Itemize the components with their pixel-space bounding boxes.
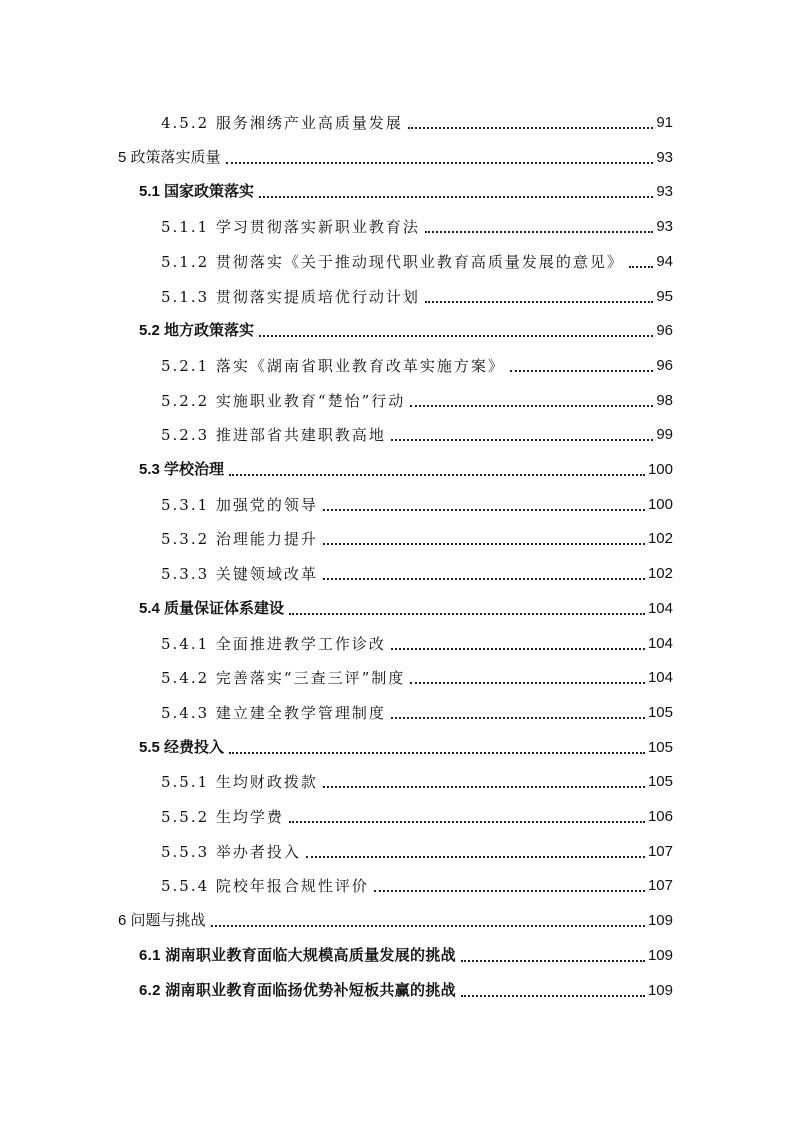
- toc-dot-leader: [289, 613, 645, 615]
- toc-entry-title: 5.3 学校治理: [139, 461, 225, 478]
- toc-page-number: 99: [656, 426, 673, 444]
- toc-dot-leader: [391, 717, 645, 719]
- toc-dot-leader: [410, 682, 645, 684]
- toc-page-number: 105: [647, 773, 673, 791]
- toc-entry[interactable]: [161, 552, 673, 584]
- toc-page-number: 109: [647, 981, 673, 999]
- toc-entry[interactable]: [118, 899, 673, 931]
- toc-entry[interactable]: [161, 691, 673, 723]
- toc-dot-leader: [226, 162, 654, 164]
- toc-page-number: 93: [656, 183, 673, 201]
- toc-page-number: 104: [647, 599, 673, 617]
- toc-dot-leader: [425, 231, 653, 233]
- toc-entry-title: 5.4.1 全面推进教学工作诊改: [161, 634, 386, 653]
- toc-page-number: 94: [656, 252, 673, 270]
- toc-entry-title: 6.1 湖南职业教育面临大规模高质量发展的挑战: [139, 946, 456, 964]
- toc-page-number: 109: [647, 912, 673, 930]
- toc-page-number: 107: [647, 842, 673, 860]
- toc-entry[interactable]: [161, 864, 673, 896]
- toc-entry-title: 5.3.1 加强党的领导: [161, 495, 318, 514]
- toc-dot-leader: [229, 474, 645, 476]
- toc-page-number: 109: [647, 946, 673, 964]
- toc-page-number: 104: [647, 634, 673, 652]
- toc-page-number: 91: [656, 114, 673, 131]
- toc-entry-title: 5.1.1 学习贯彻落实新职业教育法: [161, 218, 420, 237]
- toc-page-number: 100: [647, 495, 673, 513]
- toc-page-number: 105: [647, 703, 673, 721]
- toc-dot-leader: [289, 821, 645, 823]
- toc-entry-title: 5.2 地方政策落实: [139, 322, 255, 340]
- toc-entry[interactable]: [161, 205, 673, 237]
- toc-entry[interactable]: [161, 483, 673, 515]
- toc-entry[interactable]: [139, 934, 673, 966]
- toc-dot-leader: [425, 301, 653, 303]
- toc-dot-leader: [323, 786, 645, 788]
- toc-dot-leader: [323, 509, 645, 511]
- toc-entry[interactable]: [161, 240, 673, 272]
- toc-entry-title: 5.3.3 关键领域改革: [161, 565, 318, 584]
- toc-entry-title: 5.1.2 贯彻落实《关于推动现代职业教育高质量发展的意见》: [161, 252, 624, 271]
- toc-dot-leader: [629, 266, 653, 268]
- toc-dot-leader: [461, 960, 645, 962]
- toc-page-number: 98: [656, 391, 673, 409]
- toc-entry-title: 5.4.2 完善落实“三查三评”制度: [161, 669, 406, 688]
- toc-entry-title: 5.4.3 建立建全教学管理制度: [161, 703, 386, 722]
- toc-dot-leader: [323, 543, 645, 545]
- toc-dot-leader: [306, 856, 645, 858]
- toc-dot-leader: [408, 127, 653, 129]
- toc-dot-leader: [410, 405, 653, 407]
- toc-entry[interactable]: [161, 275, 673, 307]
- toc-page-number: 106: [647, 808, 673, 825]
- toc-entry-title: 5.2.2 实施职业教育“楚怡”行动: [161, 391, 406, 410]
- toc-entry[interactable]: [161, 413, 673, 445]
- toc-entry[interactable]: [139, 448, 673, 480]
- toc-entry[interactable]: [161, 760, 673, 792]
- toc-page-number: 102: [647, 530, 673, 548]
- toc-entry[interactable]: [118, 136, 673, 168]
- toc-entry[interactable]: [161, 379, 673, 411]
- toc-dot-leader: [211, 925, 645, 927]
- toc-dot-leader: [391, 439, 653, 441]
- toc-entry-title: 5.2.3 推进部省共建职教高地: [161, 426, 386, 445]
- toc-entry[interactable]: [139, 309, 673, 341]
- toc-page-number: 102: [647, 565, 673, 583]
- toc-entry[interactable]: [139, 170, 673, 202]
- toc-page-number: 95: [656, 287, 673, 305]
- toc-entry-title: 5.1 国家政策落实: [139, 183, 255, 201]
- toc-entry-title: 5 政策落实质量: [118, 148, 221, 166]
- toc-page-number: 96: [656, 322, 673, 340]
- toc-dot-leader: [259, 335, 653, 337]
- toc-entry[interactable]: [139, 969, 673, 1001]
- toc-dot-leader: [461, 995, 645, 997]
- toc-entry-title: 5.1.3 贯彻落实提质培优行动计划: [161, 287, 420, 306]
- toc-entry-title: 5.4 质量保证体系建设: [139, 599, 285, 617]
- toc-page-number: 93: [656, 218, 673, 236]
- toc-entry[interactable]: [139, 587, 673, 619]
- toc-dot-leader: [259, 196, 653, 198]
- toc-entry-title: 5.5.2 生均学费: [161, 808, 284, 826]
- toc-page-number: 100: [647, 461, 673, 478]
- toc-entry-title: 4.5.2 服务湘绣产业高质量发展: [161, 114, 403, 132]
- toc-entry-title: 5.5.4 院校年报合规性评价: [161, 877, 369, 896]
- toc-entry-title: 5.5 经费投入: [139, 738, 225, 756]
- toc-entry[interactable]: [139, 726, 673, 758]
- toc-entry-title: 5.3.2 治理能力提升: [161, 530, 318, 549]
- toc-dot-leader: [323, 578, 645, 580]
- toc-entry[interactable]: [161, 830, 673, 862]
- toc-page-number: 96: [656, 356, 673, 374]
- toc-page-number: 107: [647, 877, 673, 895]
- toc-entry[interactable]: [161, 517, 673, 549]
- toc-dot-leader: [374, 890, 645, 892]
- toc-dot-leader: [510, 370, 653, 372]
- toc-dot-leader: [229, 752, 645, 754]
- toc-dot-leader: [391, 648, 645, 650]
- toc-entry-title: 5.5.1 生均财政拨款: [161, 773, 318, 792]
- toc-page-number: 105: [647, 738, 673, 756]
- toc-entry-title: 5.5.3 举办者投入: [161, 842, 301, 861]
- toc-page-number: 93: [656, 148, 673, 166]
- toc-page-number: 104: [647, 669, 673, 687]
- toc-entry-title: 6.2 湖南职业教育面临扬优势补短板共赢的挑战: [139, 981, 456, 999]
- toc-entry-title: 5.2.1 落实《湖南省职业教育改革实施方案》: [161, 356, 505, 375]
- toc-entry[interactable]: [161, 795, 673, 827]
- toc-entry[interactable]: [161, 656, 673, 688]
- toc-entry[interactable]: [161, 622, 673, 654]
- toc-entry-title: 6 问题与挑战: [118, 912, 206, 930]
- toc-entry[interactable]: [161, 344, 673, 376]
- toc-entry[interactable]: [161, 101, 673, 133]
